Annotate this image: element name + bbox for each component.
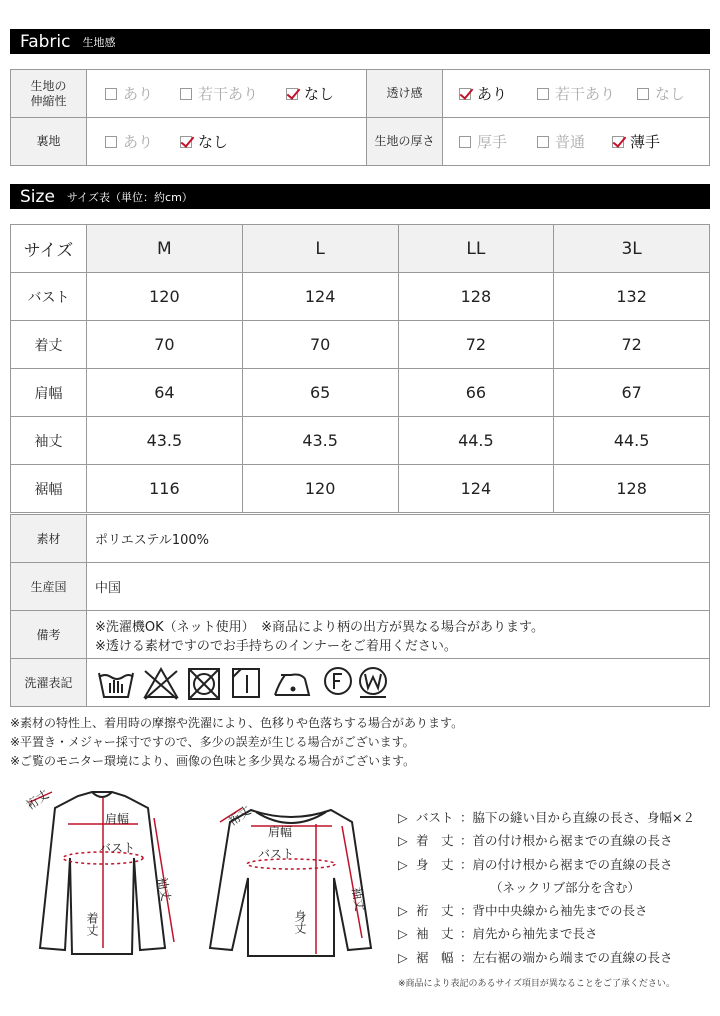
note-item: ※平置き・メジャー採寸ですので、多少の誤差が生じる場合がございます。: [10, 735, 415, 749]
thickness-opt-3: 薄手: [612, 131, 660, 152]
legend-item: ▷ バスト ： 脇下の縫い目から直線の長さ、身幅×２: [398, 806, 695, 829]
thickness-options: [443, 118, 710, 166]
legend-item: （ネックリブ部分を含む）: [490, 879, 641, 895]
sheer-opt-1: あり: [459, 83, 537, 104]
stretch-opt-3: なし: [286, 83, 334, 104]
thickness-label: 生地の厚さ: [367, 118, 443, 166]
sheer-options: [443, 70, 710, 118]
table-row: 肩幅 64 65 66 67: [11, 369, 710, 417]
size-col-3l: 3L: [554, 225, 710, 273]
remarks-label: 備考: [11, 611, 87, 659]
yuki-label: 裄丈: [23, 787, 52, 813]
lining-opt-1: あり: [105, 131, 180, 152]
stretch-options: [87, 70, 367, 118]
legend-item: ▷ 着 丈 ： 首の付け根から裾までの直線の長さ: [398, 829, 695, 852]
checkmark-icon: [180, 136, 192, 148]
garment-diagrams: [0, 778, 390, 978]
stretch-opt-1: あり: [105, 83, 180, 104]
remarks-value: ※洗濯機OK（ネット使用） ※商品により柄の出方が異なる場合があります。 ※透ける素材ですのでお手持ちのインナーをご着用ください。: [87, 611, 710, 659]
size-col-m: M: [87, 225, 243, 273]
triangle-icon: ▷: [398, 903, 408, 919]
fabric-title: Fabric: [20, 31, 71, 52]
table-row: 袖丈 43.5 43.5 44.5 44.5: [11, 417, 710, 465]
sodetake-label: 袖丈: [155, 876, 174, 903]
checkmark-icon: [459, 88, 471, 100]
note-item: ※素材の特性上、着用時の摩擦や洗濯により、色移りや色落ちする場合があります。: [10, 716, 464, 730]
triangle-icon: ▷: [398, 949, 408, 965]
lining-options: [87, 118, 367, 166]
katahaba-label: 肩幅: [105, 812, 130, 826]
fabric-header: [10, 29, 710, 54]
mitake-label: 身丈: [293, 910, 307, 934]
triangle-icon: ▷: [398, 926, 408, 942]
thickness-opt-1: 厚手: [459, 131, 537, 152]
table-row: 着丈 70 70 72 72: [11, 321, 710, 369]
line-dry-icon: [233, 669, 259, 697]
care-icons: [87, 659, 710, 707]
bust-label: バスト: [99, 841, 136, 855]
size-subtitle: サイズ表（単位：約cm）: [66, 190, 193, 204]
notes: [10, 714, 463, 771]
sodetake-label-2: 袖丈: [349, 886, 368, 913]
no-bleach-icon: [145, 669, 177, 699]
size-header-row: [11, 225, 710, 273]
bust-label-2: バスト: [258, 847, 295, 861]
legend-item: ▷ 身 丈 ： 肩の付け根から裾までの直線の長さ: [398, 853, 695, 876]
stretch-label: 生地の 伸縮性: [11, 70, 87, 118]
legend-item: ▷ 袖 丈 ： 肩先から袖先まで長さ: [398, 922, 695, 945]
sheer-opt-3: なし: [637, 83, 685, 104]
size-table: [10, 224, 710, 513]
size-col-label: サイズ: [11, 225, 87, 273]
low-iron-icon: [275, 674, 309, 695]
care-label: 洗濯表記: [11, 659, 87, 707]
origin-label: 生産国: [11, 563, 87, 611]
note-item: ※ご覧のモニター環境により、画像の色味と多少異なる場合がございます。: [10, 754, 416, 768]
yuki-label-2: 裄丈: [225, 803, 254, 829]
sheer-label: 透け感: [367, 70, 443, 118]
table-row: バスト 120 124 128 132: [11, 273, 710, 321]
measurement-legend: [398, 806, 695, 969]
table-row: 裾幅 116 120 124 128: [11, 465, 710, 513]
material-label: 素材: [11, 515, 87, 563]
lining-opt-2: なし: [180, 131, 228, 152]
stretch-opt-2: 若干あり: [180, 83, 286, 104]
fabric-table: [10, 69, 710, 166]
triangle-icon: ▷: [398, 833, 408, 849]
sheer-opt-2: 若干あり: [537, 83, 637, 104]
footnote: ※商品により表記のあるサイズ項目が異なることをご了承ください。: [398, 979, 675, 989]
katahaba-label-2: 肩幅: [268, 825, 293, 839]
wet-clean-w-icon: [360, 668, 386, 697]
legend-item: ▷ 裾 幅 ： 左右裾の端から端までの直線の長さ: [398, 946, 695, 969]
checkmark-icon: [612, 136, 624, 148]
triangle-icon: ▷: [398, 856, 408, 872]
size-col-l: L: [242, 225, 398, 273]
checkmark-icon: [286, 88, 298, 100]
fabric-subtitle: 生地感: [82, 35, 116, 49]
dry-clean-f-icon: [325, 668, 351, 694]
info-table: [10, 514, 710, 707]
lining-label: 裏地: [11, 118, 87, 166]
no-tumble-dry-icon: [189, 669, 219, 699]
size-title: Size: [20, 186, 55, 207]
triangle-icon: ▷: [398, 810, 408, 825]
size-col-ll: LL: [398, 225, 554, 273]
size-header: [10, 184, 710, 209]
hand-wash-icon: [99, 673, 133, 697]
legend-item: ▷ 裄 丈 ： 背中中央線から袖先までの長さ: [398, 899, 695, 922]
origin-value: 中国: [87, 563, 710, 611]
material-value: ポリエステル100%: [87, 515, 710, 563]
thickness-opt-2: 普通: [537, 131, 612, 152]
kitake-label: 着丈: [85, 912, 99, 936]
